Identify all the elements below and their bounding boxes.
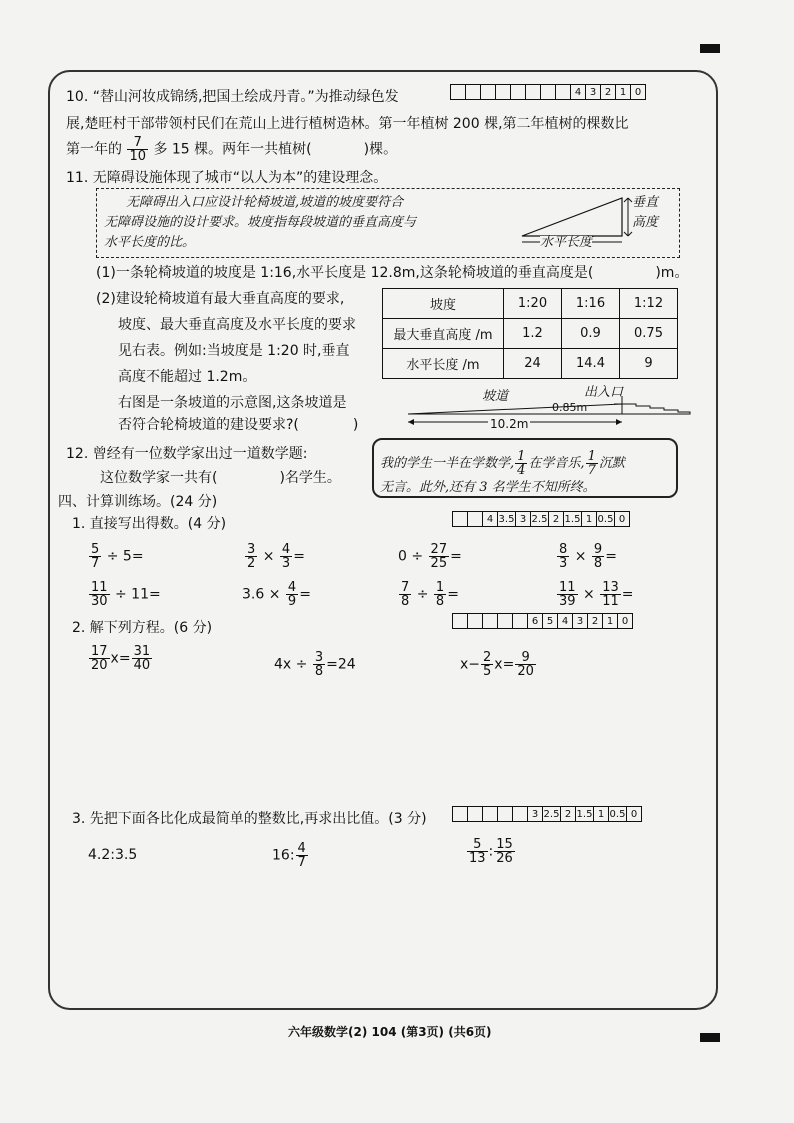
score-cell[interactable]: 1 xyxy=(616,85,631,100)
q10-line1: 10. “替山河妆成锦绣,把国土绘成丹青。”为推动绿色发 xyxy=(66,89,399,105)
fraction: $\frac{7}{10}$ xyxy=(129,135,146,164)
q11-box-line3: 水平长度的比。 xyxy=(104,235,196,250)
equation-1: $\frac{17}{20}$ x= $\frac{31}{40}$ xyxy=(91,644,151,673)
registration-mark-bottom xyxy=(700,1033,720,1042)
ramp-entrance-label: 出入口 xyxy=(584,385,624,400)
q11-sub2-line1: (2)建设轮椅坡道有最大垂直高度的要求, xyxy=(96,291,345,307)
table-row: 水平长度 /m 24 14.4 9 xyxy=(383,349,678,379)
ramp-label: 坡道 xyxy=(482,389,509,404)
calc-5: $\frac{11}{30}$ ÷ 11= xyxy=(91,580,161,609)
q11-box-line1: 无障碍出入口应设计轮椅坡道,坡道的坡度要符合 xyxy=(126,195,404,210)
diagram-horizontal-label: 水平长度 xyxy=(540,235,593,250)
score-cell[interactable]: 3 xyxy=(586,85,601,100)
section4-part3: 3. 先把下面各比化成最简单的整数比,再求出比值。(3 分) xyxy=(72,811,427,827)
section4-part2: 2. 解下列方程。(6 分) xyxy=(72,620,213,636)
equation-3: x− $\frac{2}{5}$ x= $\frac{9}{20}$ xyxy=(460,650,534,679)
q11-sub2-line4: 高度不能超过 1.2m。 xyxy=(118,369,257,385)
ramp-diagram xyxy=(404,384,694,432)
score-cell[interactable]: 4 xyxy=(571,85,586,100)
diagram-vertical-label2: 高度 xyxy=(632,215,659,230)
calc-8: $\frac{11}{39}$ × $\frac{13}{11}$ = xyxy=(559,580,634,609)
q12-box-line2: 无言。此外,还有 3 名学生不知所终。 xyxy=(380,480,596,495)
q11-box-line2: 无障碍设施的设计要求。坡度指每段坡道的垂直高度与 xyxy=(104,215,417,230)
equation-2: 4x ÷ $\frac{3}{8}$ =24 xyxy=(274,650,356,679)
q11-sub2-line6: 否符合轮椅坡道的建设要求?( ) xyxy=(118,417,359,433)
section4-part1: 1. 直接写出得数。(4 分) xyxy=(72,516,227,532)
calc-2: $\frac{3}{2}$ × $\frac{4}{3}$ = xyxy=(247,542,305,571)
ratio-1: 4.2:3.5 xyxy=(88,847,138,863)
calc-6: 3.6 × $\frac{4}{9}$ = xyxy=(242,580,311,609)
q12-line2: 这位数学家一共有( )名学生。 xyxy=(100,470,341,486)
q11-sub1: (1)一条轮椅坡道的坡度是 1:16,水平长度是 12.8m,这条轮椅坡道的垂直高度是( )m。 xyxy=(96,265,689,281)
q11-sub2-line5: 右图是一条坡道的示意图,这条坡道是 xyxy=(118,395,347,411)
table-row: 坡度 1:20 1:16 1:12 xyxy=(383,289,678,319)
q12-box-line1: 我的学生一半在学数学, $\frac{1}{4}$ 在学音乐, $\frac{1}{7}$ 沉默 xyxy=(380,449,625,478)
page-footer: 六年级数学(2) 104 (第3页) (共6页) xyxy=(288,1025,492,1039)
ratio-3: $\frac{5}{13}$ : $\frac{15}{26}$ xyxy=(469,837,513,866)
table-row: 最大垂直高度 /m 1.2 0.9 0.75 xyxy=(383,319,678,349)
p1-score-boxes[interactable]: 4 3.5 3 2.5 2 1.5 1 0.5 0 xyxy=(452,511,630,527)
p2-score-boxes[interactable]: 6 5 4 3 2 1 0 xyxy=(452,613,633,629)
ramp-spec-table xyxy=(382,288,678,379)
q10-score-boxes[interactable] xyxy=(450,84,646,100)
diagram-vertical-label1: 垂直 xyxy=(632,195,659,210)
q10-line2: 展,楚旺村干部带领村民们在荒山上进行植树造林。第一年植树 200 棵,第二年植树的棵数比 xyxy=(66,116,629,132)
calc-1: $\frac{5}{7}$ ÷ 5= xyxy=(91,542,144,571)
q11-sub2-line3: 见右表。例如:当坡度是 1:20 时,垂直 xyxy=(118,343,350,359)
p3-score-boxes[interactable]: 3 2.5 2 1.5 1 0.5 0 xyxy=(452,806,642,822)
section4-title: 四、计算训练场。(24 分) xyxy=(58,494,218,510)
calc-4: $\frac{8}{3}$ × $\frac{9}{8}$ = xyxy=(559,542,617,571)
score-cell[interactable]: 2 xyxy=(601,85,616,100)
ramp-length-label: 10.2m xyxy=(490,417,529,431)
q11-sub2-line2: 坡度、最大垂直高度及水平长度的要求 xyxy=(118,317,356,333)
registration-mark-top xyxy=(700,44,720,53)
q12-line1: 12. 曾经有一位数学家出过一道数学题: xyxy=(66,446,308,462)
ramp-height-label: 0.85m xyxy=(552,401,588,414)
calc-7: $\frac{7}{8}$ ÷ $\frac{1}{8}$ = xyxy=(401,580,459,609)
q11-title: 11. 无障碍设施体现了城市“以人为本”的建设理念。 xyxy=(66,170,388,186)
score-cell[interactable]: 0 xyxy=(631,85,646,100)
q10-line3: 第一年的 $\frac{7}{10}$ 多 15 棵。两年一共植树( )棵。 xyxy=(66,135,398,164)
calc-3: 0 ÷ $\frac{27}{25}$ = xyxy=(398,542,462,571)
ratio-2: 16: $\frac{4}{7}$ xyxy=(272,841,306,870)
